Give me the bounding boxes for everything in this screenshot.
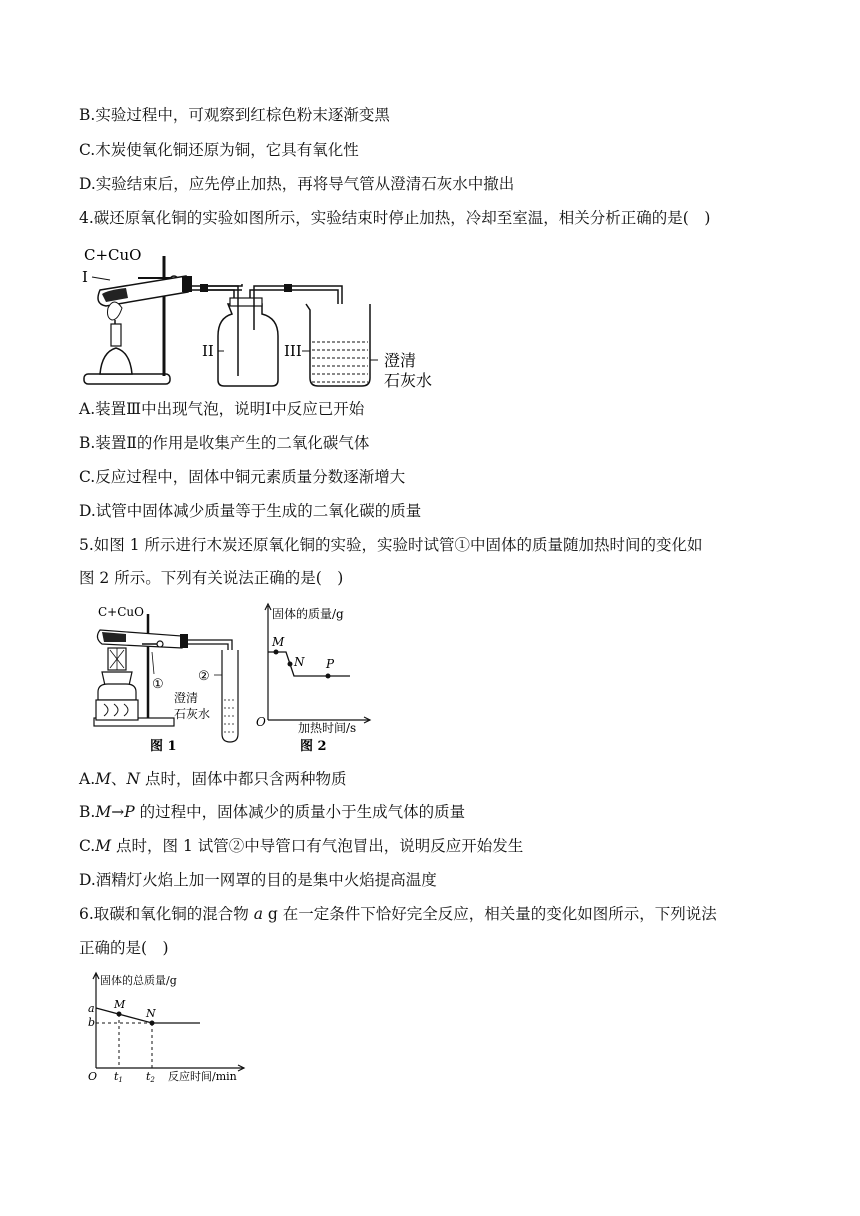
fig1-test-tube-2 — [222, 650, 238, 742]
q6-point-n — [150, 1021, 155, 1026]
stopper — [182, 276, 192, 292]
q3-option-c: C.木炭使氧化铜还原为铜，它具有氧化性 — [79, 141, 359, 159]
q4-label-II: II — [202, 342, 214, 360]
q4-option-d: D.试管中固体减少质量等于生成的二氧化碳的质量 — [79, 502, 422, 520]
bottle-II — [218, 304, 278, 386]
q5-option-a: A.M、N 点时，固体中都只含两种物质 — [79, 770, 347, 788]
q6-tick-a: a — [88, 1002, 95, 1015]
q5-option-b: B.M→P 的过程中，固体减少的质量小于生成气体的质量 — [79, 803, 466, 821]
stand-base — [84, 374, 170, 384]
alcohol-lamp — [100, 348, 132, 374]
q6-tick-b: b — [88, 1016, 96, 1029]
q4-stem: 4.碳还原氧化铜的实验如图所示，实验结束时停止加热，冷却至室温，相关分析正确的是( ) — [79, 209, 711, 227]
q6-chart — [84, 968, 256, 1088]
q6-xlabel: 反应时间/min — [168, 1070, 237, 1083]
q5-fig1-limewater-1: 澄清 — [174, 691, 199, 705]
q5-stem-line1: 5.如图 1 所示进行木炭还原氧化铜的实验，实验时试管①中固体的质量随加热时间的变化如 — [79, 536, 703, 554]
q3-option-d: D.实验结束后，应先停止加热，再将导气管从澄清石灰水中撤出 — [79, 175, 515, 193]
q6-ylabel: 固体的总质量/g — [100, 974, 177, 987]
q5-fig1-tube1-label: ① — [152, 677, 164, 692]
q4-label-I: I — [82, 268, 88, 286]
q5-figure-2-chart — [250, 600, 378, 756]
q5-stem-line2: 图 2 所示。下列有关说法正确的是( ) — [79, 569, 344, 587]
fig2-xlabel: 加热时间/s — [298, 721, 357, 735]
q4-limewater-label-2: 石灰水 — [384, 371, 433, 390]
fig2-origin: O — [256, 715, 266, 729]
q4-limewater-label-1: 澄清 — [384, 351, 417, 370]
q6-label-m: M — [114, 998, 126, 1011]
q5-fig1-caption: 图 1 — [150, 739, 177, 754]
q6-stem-line2: 正确的是( ) — [79, 939, 169, 957]
fig2-point-m — [274, 650, 279, 655]
q5-fig1-tube2-label: ② — [198, 669, 210, 684]
fig2-series-line — [268, 652, 350, 676]
q5-fig1-reagent: C+CuO — [98, 605, 144, 619]
q4-apparatus-figure — [78, 238, 458, 392]
q6-label-n: N — [146, 1007, 156, 1020]
q5-fig1-limewater-2: 石灰水 — [174, 707, 211, 721]
q6-tick-t2: t2 — [146, 1070, 155, 1084]
q6-point-m — [117, 1012, 122, 1017]
fig2-point-p — [326, 674, 331, 679]
q5-option-d: D.酒精灯火焰上加一网罩的目的是集中火焰提高温度 — [79, 871, 437, 889]
q4-option-a: A.装置Ⅲ中出现气泡，说明Ⅰ中反应已开始 — [79, 400, 365, 418]
q6-stem-line1: 6.取碳和氧化铜的混合物 a g 在一定条件下恰好完全反应，相关量的变化如图所示，下列说法 — [79, 905, 717, 923]
q4-option-b: B.装置Ⅱ的作用是收集产生的二氧化碳气体 — [79, 434, 370, 452]
q4-reagent-label: C+CuO — [84, 246, 142, 264]
q6-tick-t1: t1 — [114, 1070, 123, 1084]
q6-origin: O — [88, 1070, 98, 1083]
q4-label-III: III — [284, 342, 302, 360]
q5-figure-1 — [86, 600, 246, 756]
fig2-label-p: P — [326, 657, 335, 671]
q5-fig2-caption: 图 2 — [300, 739, 327, 754]
fig2-point-n — [288, 662, 293, 667]
fig2-label-n: N — [294, 655, 305, 669]
q5-option-c: C.M 点时，图 1 试管②中导管口有气泡冒出，说明反应开始发生 — [79, 837, 524, 855]
q3-option-b: B.实验过程中，可观察到红棕色粉末逐渐变黑 — [79, 106, 390, 124]
q4-option-c: C.反应过程中，固体中铜元素质量分数逐渐增大 — [79, 468, 406, 486]
fig2-label-m: M — [272, 635, 285, 649]
fig2-ylabel: 固体的质量/g — [272, 607, 344, 621]
